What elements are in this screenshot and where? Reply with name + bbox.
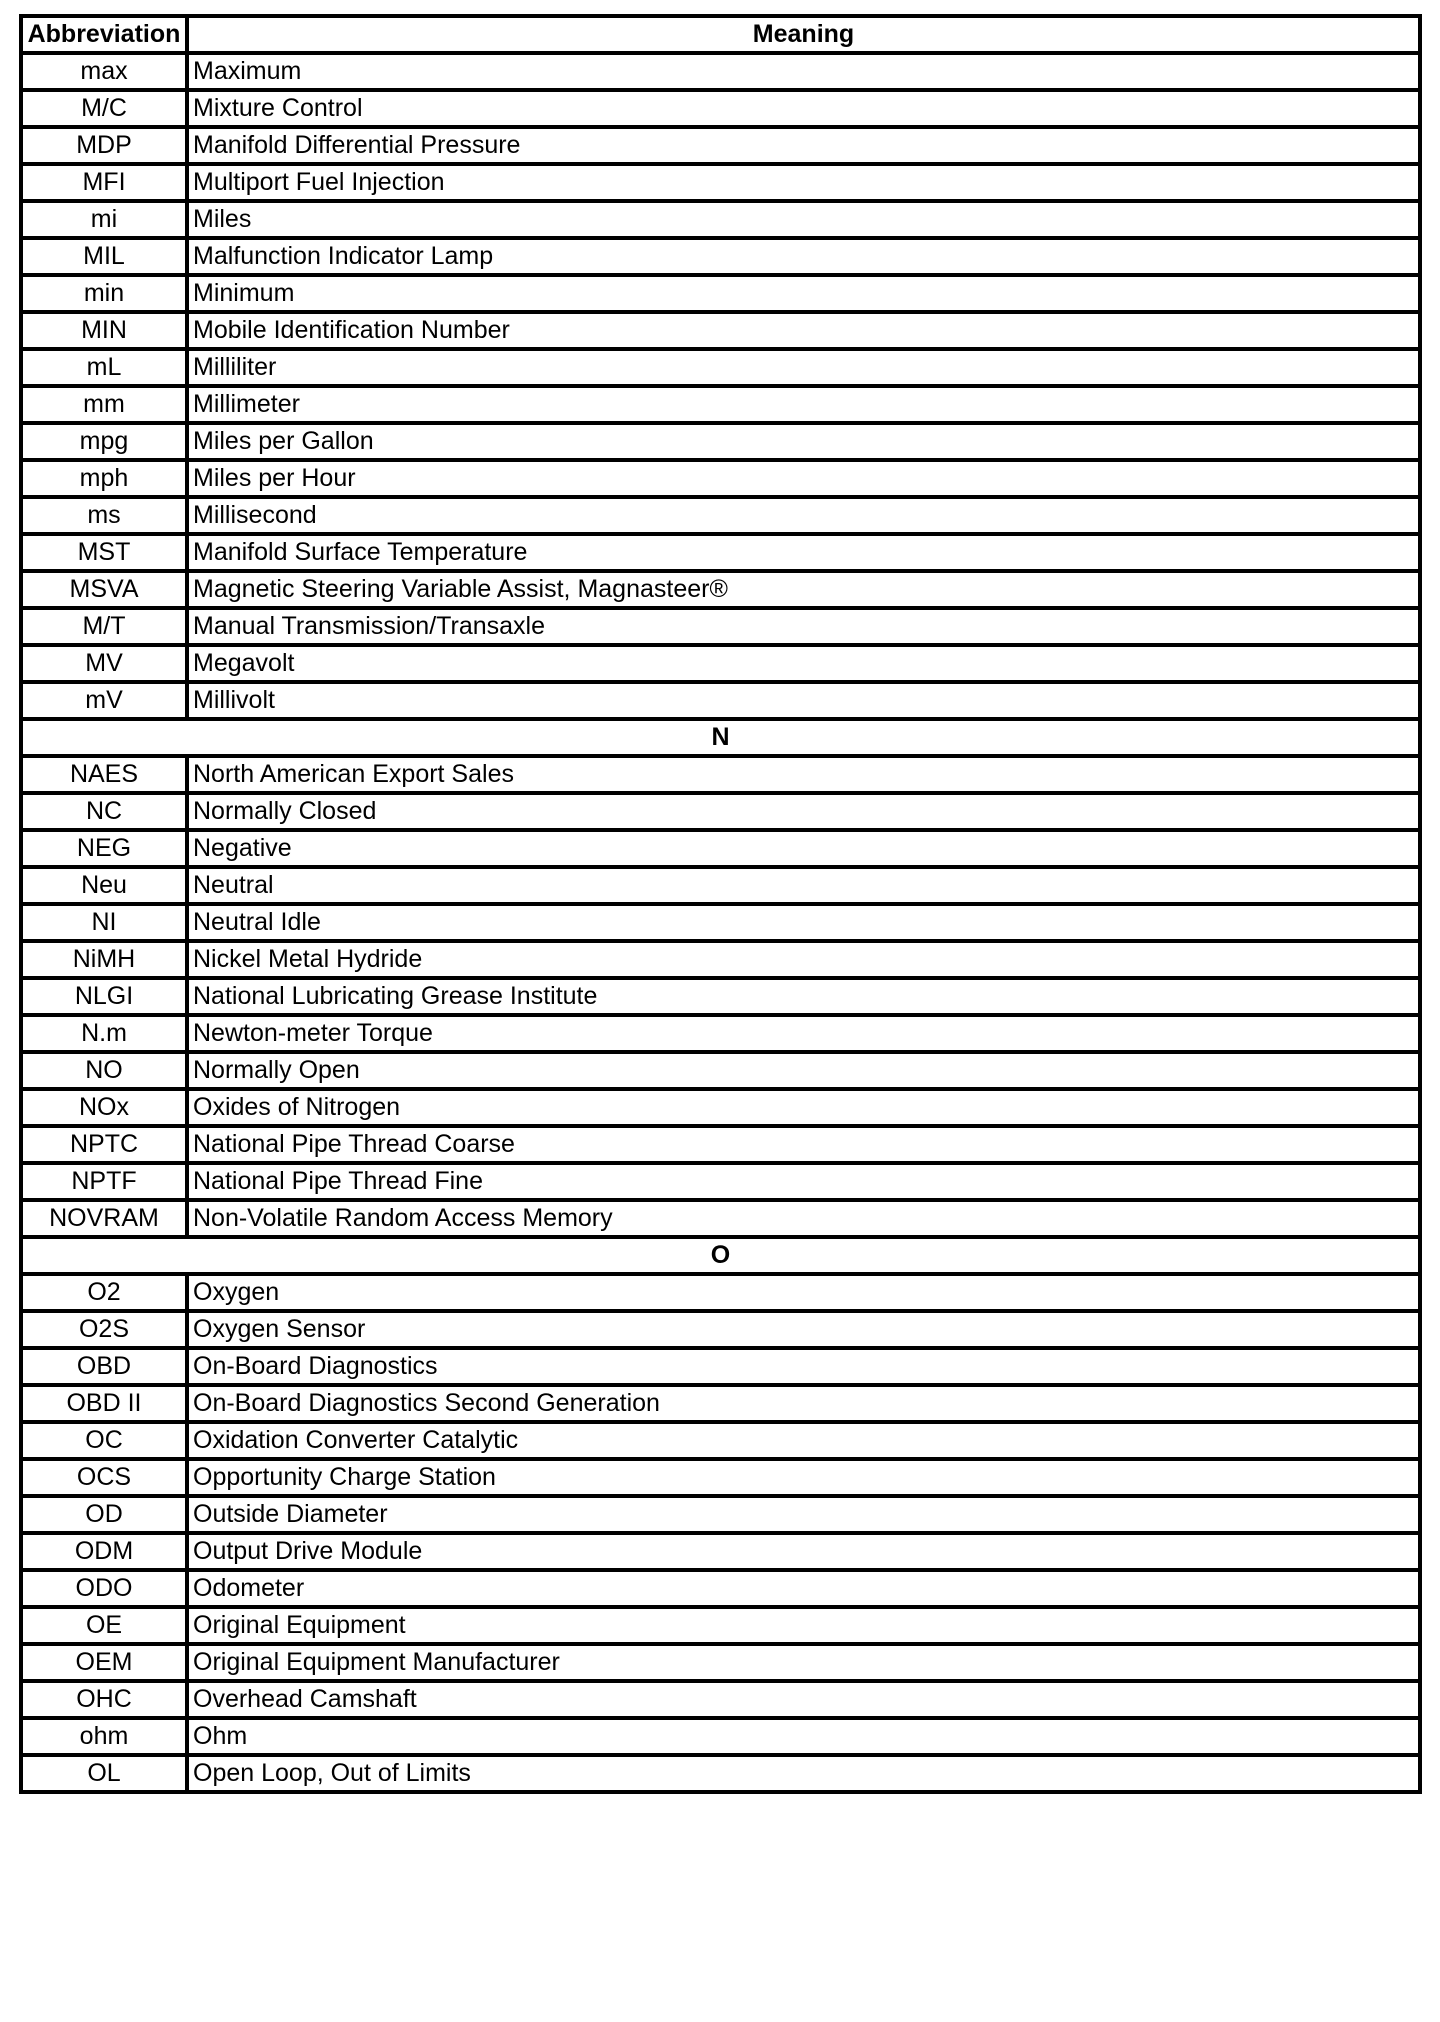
section-row — [21, 719, 1420, 756]
table-row — [21, 867, 1420, 904]
section-heading: N — [21, 719, 1420, 756]
meaning-cell: Manual Transmission/Transaxle — [187, 608, 1420, 645]
table-row — [21, 1422, 1420, 1459]
meaning-cell: Millisecond — [187, 497, 1420, 534]
table-row — [21, 1274, 1420, 1311]
table-row — [21, 608, 1420, 645]
meaning-cell: Opportunity Charge Station — [187, 1459, 1420, 1496]
abbreviation-cell: ohm — [21, 1718, 187, 1755]
meaning-cell: National Lubricating Grease Institute — [187, 978, 1420, 1015]
table-row — [21, 1200, 1420, 1237]
table-row — [21, 1570, 1420, 1607]
abbreviation-cell: NLGI — [21, 978, 187, 1015]
abbreviation-cell: OD — [21, 1496, 187, 1533]
table-row — [21, 534, 1420, 571]
table-row — [21, 682, 1420, 719]
abbreviation-cell: N.m — [21, 1015, 187, 1052]
meaning-cell: Miles per Gallon — [187, 423, 1420, 460]
abbreviation-cell: NO — [21, 1052, 187, 1089]
table-row — [21, 1607, 1420, 1644]
abbreviation-cell: OC — [21, 1422, 187, 1459]
meaning-cell: Millimeter — [187, 386, 1420, 423]
table-row — [21, 1496, 1420, 1533]
abbreviation-cell: NC — [21, 793, 187, 830]
table-row — [21, 978, 1420, 1015]
table-row — [21, 1126, 1420, 1163]
meaning-cell: Ohm — [187, 1718, 1420, 1755]
meaning-cell: Millivolt — [187, 682, 1420, 719]
table-row — [21, 1015, 1420, 1052]
meaning-cell: National Pipe Thread Coarse — [187, 1126, 1420, 1163]
table-row — [21, 1644, 1420, 1681]
table-row — [21, 1533, 1420, 1570]
abbreviation-cell: mpg — [21, 423, 187, 460]
abbreviation-cell: M/C — [21, 90, 187, 127]
abbreviation-cell: ms — [21, 497, 187, 534]
abbreviation-cell: MSVA — [21, 571, 187, 608]
abbreviation-cell: OE — [21, 1607, 187, 1644]
section-row — [21, 1237, 1420, 1274]
abbreviation-cell: mV — [21, 682, 187, 719]
meaning-cell: Oxygen Sensor — [187, 1311, 1420, 1348]
header-meaning: Meaning — [187, 16, 1420, 53]
abbreviation-table — [19, 14, 1422, 1794]
abbreviation-cell: mL — [21, 349, 187, 386]
abbreviation-cell: NPTF — [21, 1163, 187, 1200]
abbreviation-cell: MV — [21, 645, 187, 682]
table-row — [21, 423, 1420, 460]
abbreviation-cell: M/T — [21, 608, 187, 645]
header-abbreviation: Abbreviation — [21, 16, 187, 53]
meaning-cell: Neutral Idle — [187, 904, 1420, 941]
table-row — [21, 1718, 1420, 1755]
abbreviation-cell: Neu — [21, 867, 187, 904]
meaning-cell: Oxides of Nitrogen — [187, 1089, 1420, 1126]
table-row — [21, 1311, 1420, 1348]
table-row — [21, 497, 1420, 534]
table-row — [21, 90, 1420, 127]
table-body — [21, 53, 1420, 1792]
table-row — [21, 1348, 1420, 1385]
abbreviation-cell: NiMH — [21, 941, 187, 978]
meaning-cell: Non-Volatile Random Access Memory — [187, 1200, 1420, 1237]
meaning-cell: Original Equipment Manufacturer — [187, 1644, 1420, 1681]
abbreviation-cell: MFI — [21, 164, 187, 201]
meaning-cell: North American Export Sales — [187, 756, 1420, 793]
meaning-cell: On-Board Diagnostics Second Generation — [187, 1385, 1420, 1422]
abbreviation-cell: mi — [21, 201, 187, 238]
meaning-cell: Miles per Hour — [187, 460, 1420, 497]
meaning-cell: Normally Open — [187, 1052, 1420, 1089]
meaning-cell: Manifold Differential Pressure — [187, 127, 1420, 164]
meaning-cell: Oxidation Converter Catalytic — [187, 1422, 1420, 1459]
abbreviation-cell: OCS — [21, 1459, 187, 1496]
meaning-cell: Overhead Camshaft — [187, 1681, 1420, 1718]
table-row — [21, 904, 1420, 941]
meaning-cell: Mixture Control — [187, 90, 1420, 127]
table-row — [21, 460, 1420, 497]
abbreviation-cell: O2 — [21, 1274, 187, 1311]
abbreviation-cell: O2S — [21, 1311, 187, 1348]
abbreviation-cell: mm — [21, 386, 187, 423]
meaning-cell: On-Board Diagnostics — [187, 1348, 1420, 1385]
table-row — [21, 1755, 1420, 1792]
meaning-cell: Negative — [187, 830, 1420, 867]
meaning-cell: Miles — [187, 201, 1420, 238]
abbreviation-cell: MIN — [21, 312, 187, 349]
table-row — [21, 1052, 1420, 1089]
abbreviation-cell: NPTC — [21, 1126, 187, 1163]
meaning-cell: Output Drive Module — [187, 1533, 1420, 1570]
abbreviation-cell: MST — [21, 534, 187, 571]
abbreviation-cell: OBD — [21, 1348, 187, 1385]
table-row — [21, 1459, 1420, 1496]
meaning-cell: Mobile Identification Number — [187, 312, 1420, 349]
table-row — [21, 1089, 1420, 1126]
meaning-cell: Manifold Surface Temperature — [187, 534, 1420, 571]
abbreviation-cell: OEM — [21, 1644, 187, 1681]
table-row — [21, 1681, 1420, 1718]
table-row — [21, 201, 1420, 238]
abbreviation-cell: max — [21, 53, 187, 90]
table-row — [21, 756, 1420, 793]
abbreviation-cell: ODM — [21, 1533, 187, 1570]
meaning-cell: Outside Diameter — [187, 1496, 1420, 1533]
table-row — [21, 127, 1420, 164]
abbreviation-cell: ODO — [21, 1570, 187, 1607]
abbreviation-cell: NI — [21, 904, 187, 941]
table-row — [21, 941, 1420, 978]
table-row — [21, 238, 1420, 275]
abbreviation-cell: OL — [21, 1755, 187, 1792]
abbreviation-cell: NOVRAM — [21, 1200, 187, 1237]
table-row — [21, 571, 1420, 608]
table-row — [21, 164, 1420, 201]
table-row — [21, 830, 1420, 867]
table-row — [21, 312, 1420, 349]
meaning-cell: Odometer — [187, 1570, 1420, 1607]
table-row — [21, 1163, 1420, 1200]
meaning-cell: Multiport Fuel Injection — [187, 164, 1420, 201]
abbreviation-cell: MDP — [21, 127, 187, 164]
meaning-cell: Malfunction Indicator Lamp — [187, 238, 1420, 275]
meaning-cell: Megavolt — [187, 645, 1420, 682]
table-row — [21, 645, 1420, 682]
abbreviation-cell: OBD II — [21, 1385, 187, 1422]
meaning-cell: Neutral — [187, 867, 1420, 904]
meaning-cell: Normally Closed — [187, 793, 1420, 830]
meaning-cell: Maximum — [187, 53, 1420, 90]
meaning-cell: Original Equipment — [187, 1607, 1420, 1644]
abbreviation-cell: NAES — [21, 756, 187, 793]
meaning-cell: Open Loop, Out of Limits — [187, 1755, 1420, 1792]
meaning-cell: National Pipe Thread Fine — [187, 1163, 1420, 1200]
abbreviation-cell: NOx — [21, 1089, 187, 1126]
table-header-row — [21, 16, 1420, 53]
meaning-cell: Magnetic Steering Variable Assist, Magnasteer® — [187, 571, 1420, 608]
table-row — [21, 349, 1420, 386]
abbreviation-cell: mph — [21, 460, 187, 497]
table-row — [21, 53, 1420, 90]
abbreviation-cell: min — [21, 275, 187, 312]
abbreviation-cell: MIL — [21, 238, 187, 275]
table-row — [21, 275, 1420, 312]
table-row — [21, 793, 1420, 830]
meaning-cell: Nickel Metal Hydride — [187, 941, 1420, 978]
meaning-cell: Newton-meter Torque — [187, 1015, 1420, 1052]
abbreviation-cell: OHC — [21, 1681, 187, 1718]
meaning-cell: Minimum — [187, 275, 1420, 312]
meaning-cell: Milliliter — [187, 349, 1420, 386]
meaning-cell: Oxygen — [187, 1274, 1420, 1311]
abbreviation-cell: NEG — [21, 830, 187, 867]
section-heading: O — [21, 1237, 1420, 1274]
table-row — [21, 1385, 1420, 1422]
table-row — [21, 386, 1420, 423]
